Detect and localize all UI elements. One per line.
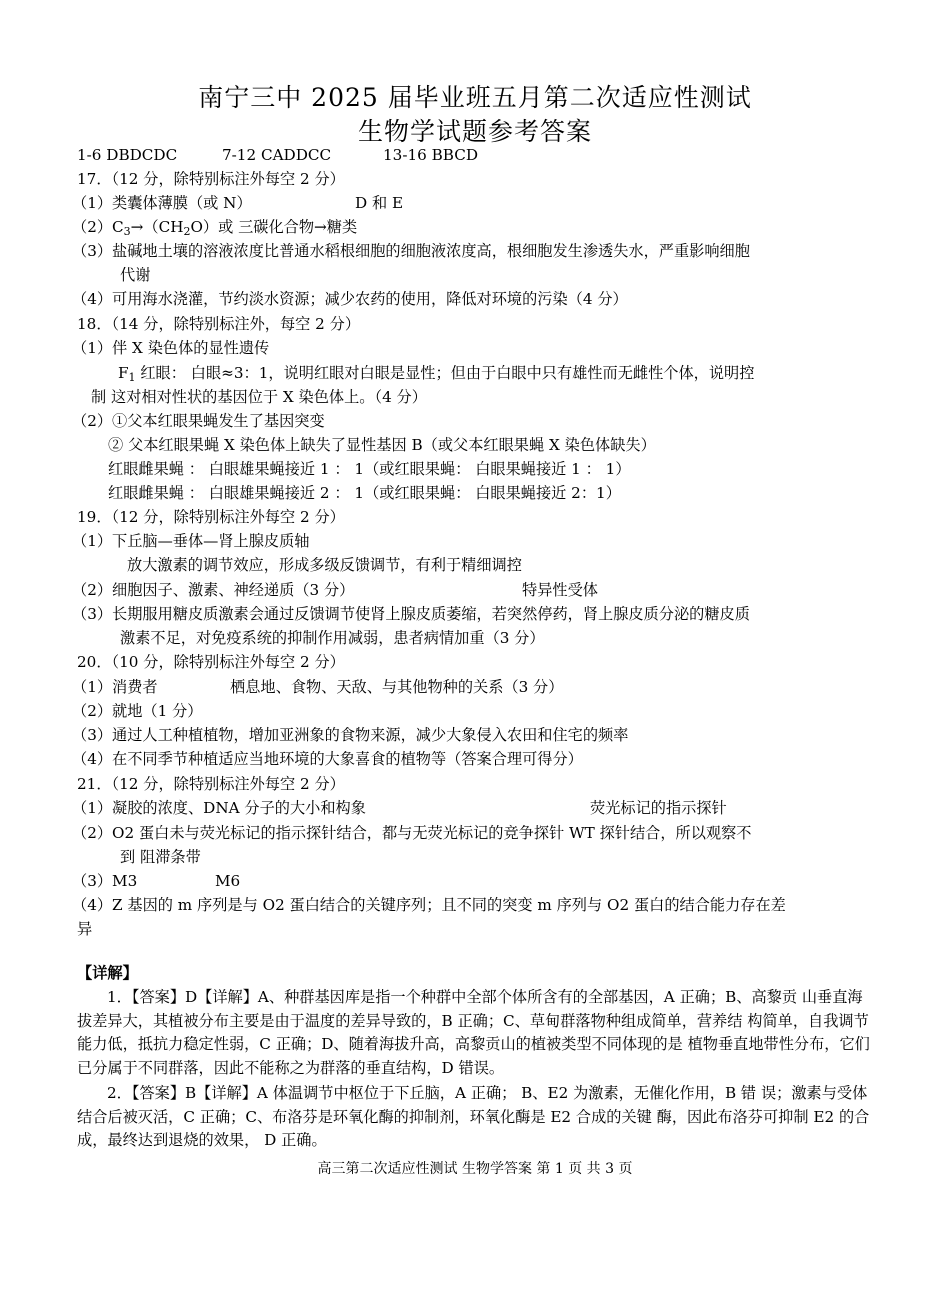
q19-answer-1b: 放大激素的调节效应，形成多级反馈调节，有利于精细调控 [127,556,522,574]
q19-answer-3: （3）长期服用糖皮质激素会通过反馈调节使肾上腺皮质萎缩，若突然停药，肾上腺皮质分泌的糖皮质 [72,605,750,623]
q21-answer-3: （3）M3 [72,872,138,890]
q18-answer-2d: 红眼雌果蝇 ： 白眼雄果蝇接近 2 ： 1（或红眼果蝇： 白眼果蝇接近 2：1） [108,484,621,502]
doc-subtitle: 生物学试题参考答案 [357,117,592,146]
q21-answer-1b: 荧光标记的指示探针 [590,799,727,817]
q17-a2-sub2: 2 [183,225,191,238]
q18-f1-cont: 制 这对相对性状的基因位于 X 染色体上。（4 分） [91,388,427,406]
q20-answer-1: （1）消费者 [72,678,158,696]
q17-a2-sub1: 3 [123,225,131,238]
q18-heading: 18．（14 分，除特别标注外，每空 2 分） [77,315,361,333]
q17-answer-3: （3）盐碱地土壤的溶液浓度比普通水稻根细胞的细胞液浓度高，根细胞发生渗透失水，严重影响细胞 [72,242,750,260]
q19-answer-2b: 特异性受体 [522,581,598,599]
q18-f1-post: 红眼： 白眼≈3：1，说明红眼对白眼是显性；但由于白眼中只有雄性而无雌性个体，说明控 [135,364,755,382]
q17-a2-pre: （2）C [72,218,124,236]
q17-answer-1b: D 和 E [355,194,404,212]
q21-answer-4-cont: 异 [77,920,93,938]
mc-answers-13-16: 13-16 BBCD [383,146,479,164]
q19-answer-3-cont: 激素不足，对免疫系统的抑制作用减弱，患者病情加重（3 分） [120,629,545,647]
detail-paragraph-1: 1．【答案】D【详解】A、种群基因库是指一个种群中全部个体所含有的全部基因，A 正确；B、高黎贡 山垂直海拔差异大，其植被分布主要是由于温度的差异导致的，B 正确；C、草甸群落物种组成简单，营养结 构简单，自我调节能力低，抵抗力稳定性弱，C 正确；D、随着海拔升高，高黎贡山的植被类型不同体现的是 植物垂直地带性分布，它们已分属于不同群落，因此不能称之为群落的垂直结构，D 错误。 [77,988,870,1077]
q18-f1-pre: F [118,364,129,382]
q18-f1-line [118,362,754,389]
detail-paragraph-2: 2．【答案】B【详解】A 体温调节中枢位于下丘脑，A 正确； B、E2 为激素，无催化作用，B 错 误；激素与受体结合后被灭活，C 正确；C、布洛芬是环氧化酶的抑制剂，环氧化酶是 E2 合成的关键 酶，因此布洛芬可抑制 E2 的合成，最终达到退烧的效果， D 正确。 [77,1084,870,1149]
q17-answer-4: （4）可用海水浇灌，节约淡水资源；减少农药的使用，降低对环境的污染（4 分） [72,290,628,308]
q17-a2-post: O）或 三碳化合物→糖类 [190,218,358,236]
q17-answer-2 [72,216,357,243]
detail-heading: 【详解】 [77,964,138,982]
q20-answer-1b: 栖息地、食物、天敌、与其他物种的关系（3 分） [230,678,564,696]
q17-answer-3-cont: 代谢 [120,266,151,284]
q20-answer-2: （2）就地（1 分） [72,702,203,720]
q21-answer-3b: M6 [215,872,241,890]
q18-answer-1: （1）伴 X 染色体的显性遗传 [72,339,270,357]
q19-answer-1: （1）下丘脑—垂体—肾上腺皮质轴 [72,532,310,550]
q20-answer-3: （3）通过人工种植植物，增加亚洲象的食物来源，减少大象侵入农田和住宅的频率 [72,726,629,744]
q18-answer-2c: 红眼雌果蝇 ： 白眼雄果蝇接近 1 ： 1（或红眼果蝇： 白眼果蝇接近 1 ： 1） [108,460,631,478]
q19-heading: 19．（12 分，除特别标注外每空 2 分） [77,508,345,526]
q17-a2-mid: →（CH [130,218,184,236]
mc-answers-1-6: 1-6 DBDCDC [77,146,178,164]
q21-heading: 21．（12 分，除特别标注外每空 2 分） [77,775,345,793]
q18-answer-2b: ② 父本红眼果蝇 X 染色体上缺失了显性基因 B（或父本红眼果蝇 X 染色体缺失） [108,436,656,454]
q20-heading: 20．（10 分，除特别标注外每空 2 分） [77,653,345,671]
q18-f1-sub: 1 [128,371,136,384]
q18-answer-2: （2）①父本红眼果蝇发生了基因突变 [72,412,325,430]
q19-answer-2: （2）细胞因子、激素、神经递质（3 分） [72,581,355,599]
page-footer: 高三第二次适应性测试 生物学答案 第 1 页 共 3 页 [317,1161,633,1177]
q17-heading: 17．（12 分，除特别标注外每空 2 分） [77,170,345,188]
q21-answer-4: （4）Z 基因的 m 序列是与 O2 蛋白结合的关键序列；且不同的突变 m 序列与 O2 蛋白的结合能力存在差 [72,896,786,914]
q20-answer-4: （4）在不同季节种植适应当地环境的大象喜食的植物等（答案合理可得分） [72,750,583,768]
q21-answer-2: （2）O2 蛋白未与荧光标记的指示探针结合，都与无荧光标记的竞争探针 WT 探针结合，所以观察不 [72,824,752,842]
q17-answer-1: （1）类囊体薄膜（或 N） [72,194,252,212]
q21-answer-1: （1）凝胶的浓度、DNA 分子的大小和构象 [72,799,366,817]
q21-answer-2-cont: 到 阻滞条带 [120,848,201,866]
doc-title: 南宁三中 2025 届毕业班五月第二次适应性测试 [198,83,752,112]
mc-answers-7-12: 7-12 CADDCC [222,146,332,164]
